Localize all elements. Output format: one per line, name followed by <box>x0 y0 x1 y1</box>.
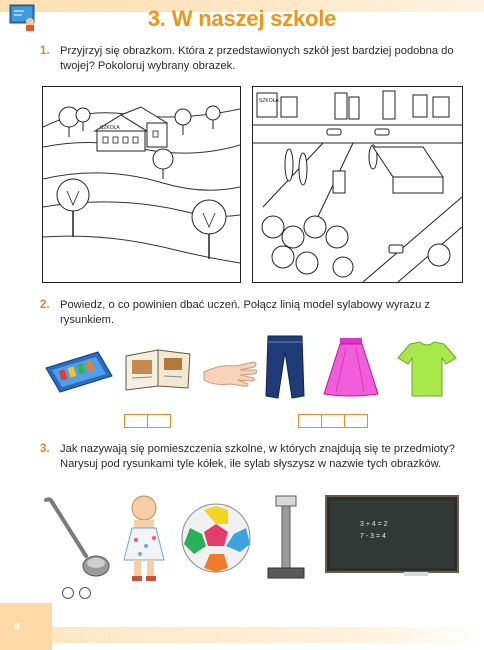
village-school-picture <box>42 86 241 283</box>
doll-image <box>120 494 168 584</box>
city-school-sign: SZKOŁA <box>259 98 279 104</box>
blackboard-line-1: 3 + 4 = 2 <box>360 521 388 528</box>
pencil-case-image <box>42 346 114 396</box>
task-text: Przyjrzyj się obrazkom. Która z przedstawionych szkół jest bardziej podobna do twojej? Pokoloruj wybrany obrazek. <box>60 45 454 72</box>
city-school-picture <box>252 86 463 283</box>
task-number: 1. <box>40 45 50 57</box>
ladle-image <box>42 496 112 580</box>
syllable-box <box>124 414 147 428</box>
bottom-band <box>52 627 484 643</box>
task-number: 2. <box>40 299 50 311</box>
scale-image <box>262 494 310 582</box>
syllable-box <box>147 414 171 428</box>
skirt-image <box>322 336 380 398</box>
open-book-image <box>124 346 192 392</box>
task-number: 3. <box>40 443 50 455</box>
ball-image <box>180 502 252 574</box>
top-bar <box>0 0 484 40</box>
syllable-box <box>321 414 344 428</box>
page-title <box>0 6 484 32</box>
hand-image <box>200 358 258 390</box>
lesson-title: W naszej szkole <box>171 6 337 31</box>
syllable-box <box>344 414 368 428</box>
task-3 <box>40 442 460 471</box>
syllable-box <box>298 414 321 428</box>
syllable-circle <box>79 587 91 599</box>
syllable-model-3 <box>298 414 368 428</box>
task-text: Jak nazywają się pomieszczenia szkolne, w których znajdują się te przedmioty? Narysuj pod rysunkami tyle kółek, ile sylab słyszysz w nazwie tych obrazków. <box>60 443 455 470</box>
blackboard-line-2: 7 - 3 = 4 <box>360 533 386 540</box>
lesson-number: 3. <box>147 6 166 31</box>
blackboard-image <box>324 494 460 578</box>
village-school-sign: SZKOŁA <box>100 125 120 131</box>
jeans-image <box>264 334 306 400</box>
t-shirt-image <box>396 340 458 398</box>
task-1 <box>40 44 460 73</box>
page-number: 8 <box>14 622 20 633</box>
example-syllable-circles <box>62 586 92 604</box>
page-corner <box>0 603 52 650</box>
syllable-circle <box>62 587 74 599</box>
syllable-model-2 <box>124 414 171 428</box>
task-2 <box>40 298 460 327</box>
task-text: Powiedz, o co powinien dbać uczeń. Połącz linią model sylabowy wyrazu z rysunkiem. <box>60 299 430 326</box>
